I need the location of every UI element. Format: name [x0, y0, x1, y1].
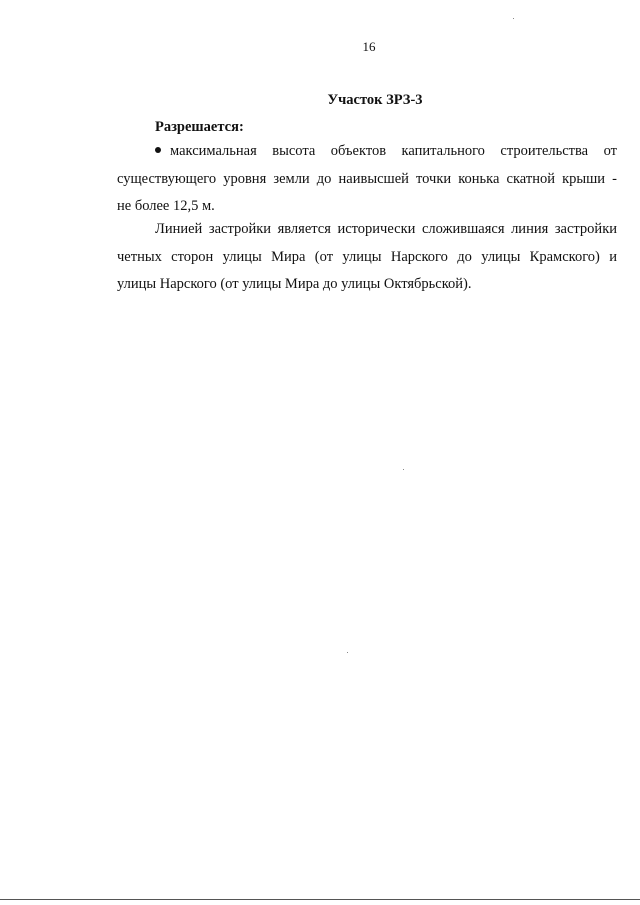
paragraph-line-1: Линией застройки является исторически сложившаяся линия застройки: [155, 221, 617, 237]
bullet-line-2: существующего уровня земли до наивысшей точки конька скатной крыши -: [117, 170, 617, 187]
scan-speck: [347, 652, 348, 653]
bullet-line-1: [117, 138, 617, 166]
scan-speck: [513, 18, 514, 19]
paragraph-line-3: улицы Нарского (от улицы Мира до улицы Октябрьской).: [117, 276, 472, 292]
section-title: Участок ЗРЗ-3: [327, 92, 423, 108]
bullet-line-3: не более 12,5 м.: [117, 198, 215, 214]
scan-speck: [403, 469, 404, 470]
scan-edge-line: [0, 899, 640, 900]
building-line-paragraph: [117, 216, 617, 299]
bullet-item: [117, 138, 617, 221]
bullet-dot-icon: [155, 147, 161, 153]
page-number: 16: [362, 39, 376, 54]
paragraph-line-2: четных сторон улицы Мира (от улицы Нарского до улицы Крамского) и: [117, 248, 617, 265]
bullet-line-1-text: максимальная высота объектов капитального строительства от: [170, 143, 617, 159]
allowed-heading: Разрешается:: [155, 119, 244, 135]
